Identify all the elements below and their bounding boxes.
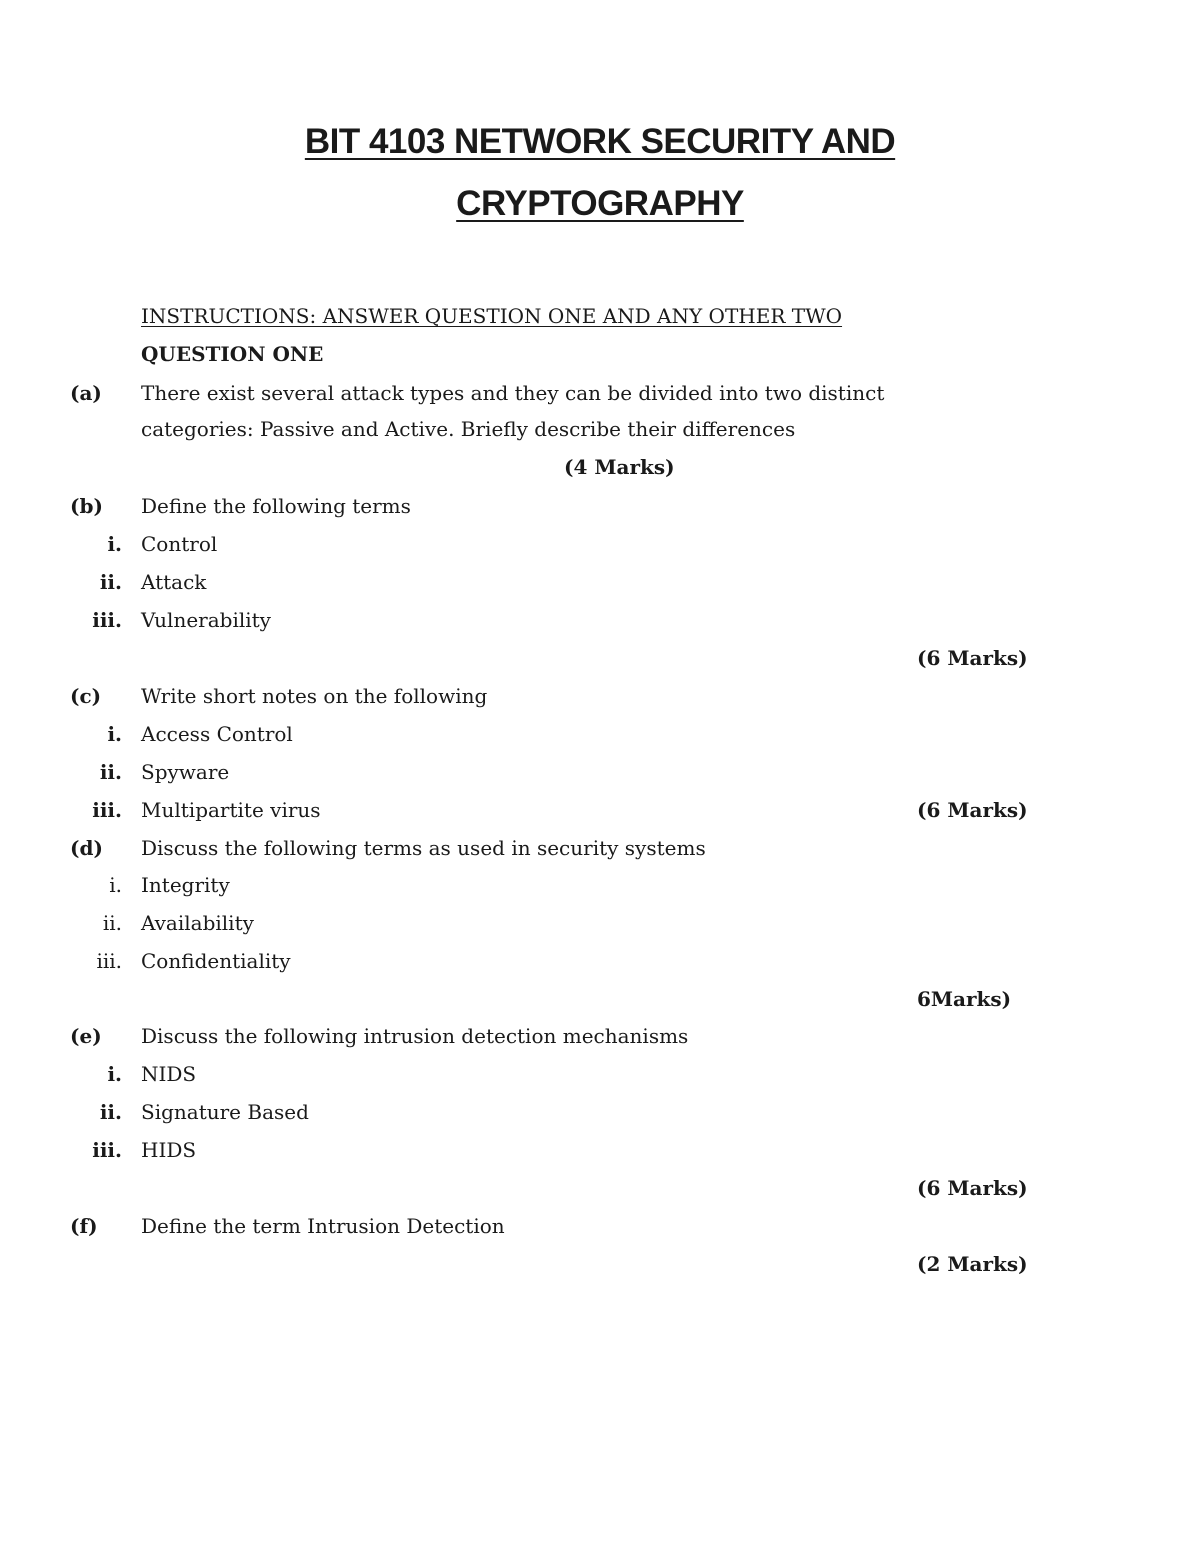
question-a-label: (a) <box>70 381 102 405</box>
question-c-item-num: iii. <box>92 798 122 822</box>
question-e-item-num: iii. <box>92 1138 122 1162</box>
question-c-marks: (6 Marks) <box>917 798 1028 822</box>
question-c-item-text: Access Control <box>141 722 293 746</box>
question-d-label: (d) <box>70 836 103 860</box>
question-b-marks: (6 Marks) <box>917 646 1028 670</box>
question-c-item-text: Spyware <box>141 760 230 784</box>
question-e-marks: (6 Marks) <box>917 1176 1028 1200</box>
question-b-item-text: Control <box>141 532 218 556</box>
question-a-line-1: There exist several attack types and they can be divided into two distinct <box>141 381 885 405</box>
question-b-text: Define the following terms <box>141 494 411 518</box>
question-e-item-num: i. <box>107 1062 122 1086</box>
question-d-text: Discuss the following terms as used in security systems <box>141 836 706 860</box>
question-e-item-text: NIDS <box>141 1062 197 1086</box>
instructions: INSTRUCTIONS: ANSWER QUESTION ONE AND ANY OTHER TWO <box>141 304 843 328</box>
title-line-1: BIT 4103 NETWORK SECURITY AND <box>304 122 896 161</box>
question-c-item-num: ii. <box>99 760 122 784</box>
question-c-text: Write short notes on the following <box>141 684 488 708</box>
title-line-2: CRYPTOGRAPHY <box>456 184 744 223</box>
question-f-marks: (2 Marks) <box>917 1252 1028 1276</box>
question-heading: QUESTION ONE <box>141 342 324 366</box>
question-e-item-text: Signature Based <box>141 1100 309 1124</box>
question-b-item-num: i. <box>107 532 122 556</box>
question-a-marks: (4 Marks) <box>564 455 675 479</box>
question-c-item-text: Multipartite virus <box>141 798 321 822</box>
question-e-label: (e) <box>70 1024 102 1048</box>
question-d-marks: 6Marks) <box>917 987 1012 1011</box>
question-f-text: Define the term Intrusion Detection <box>141 1214 505 1238</box>
question-f-label: (f) <box>70 1214 98 1238</box>
question-d-item-num: i. <box>109 873 122 897</box>
question-b-item-text: Attack <box>141 570 207 594</box>
question-c-item-num: i. <box>107 722 122 746</box>
question-e-item-num: ii. <box>99 1100 122 1124</box>
question-b-item-num: ii. <box>99 570 122 594</box>
question-b-label: (b) <box>70 494 103 518</box>
question-e-item-text: HIDS <box>141 1138 197 1162</box>
question-b-item-text: Vulnerability <box>141 608 271 632</box>
question-d-item-text: Availability <box>141 911 254 935</box>
question-e-text: Discuss the following intrusion detection mechanisms <box>141 1024 689 1048</box>
question-d-item-text: Confidentiality <box>141 949 291 973</box>
question-c-label: (c) <box>70 684 102 708</box>
question-a-line-2: categories: Passive and Active. Briefly describe their differences <box>141 417 796 441</box>
question-d-item-num: ii. <box>102 911 122 935</box>
question-b-item-num: iii. <box>92 608 122 632</box>
question-d-item-num: iii. <box>96 949 122 973</box>
question-d-item-text: Integrity <box>141 873 230 897</box>
